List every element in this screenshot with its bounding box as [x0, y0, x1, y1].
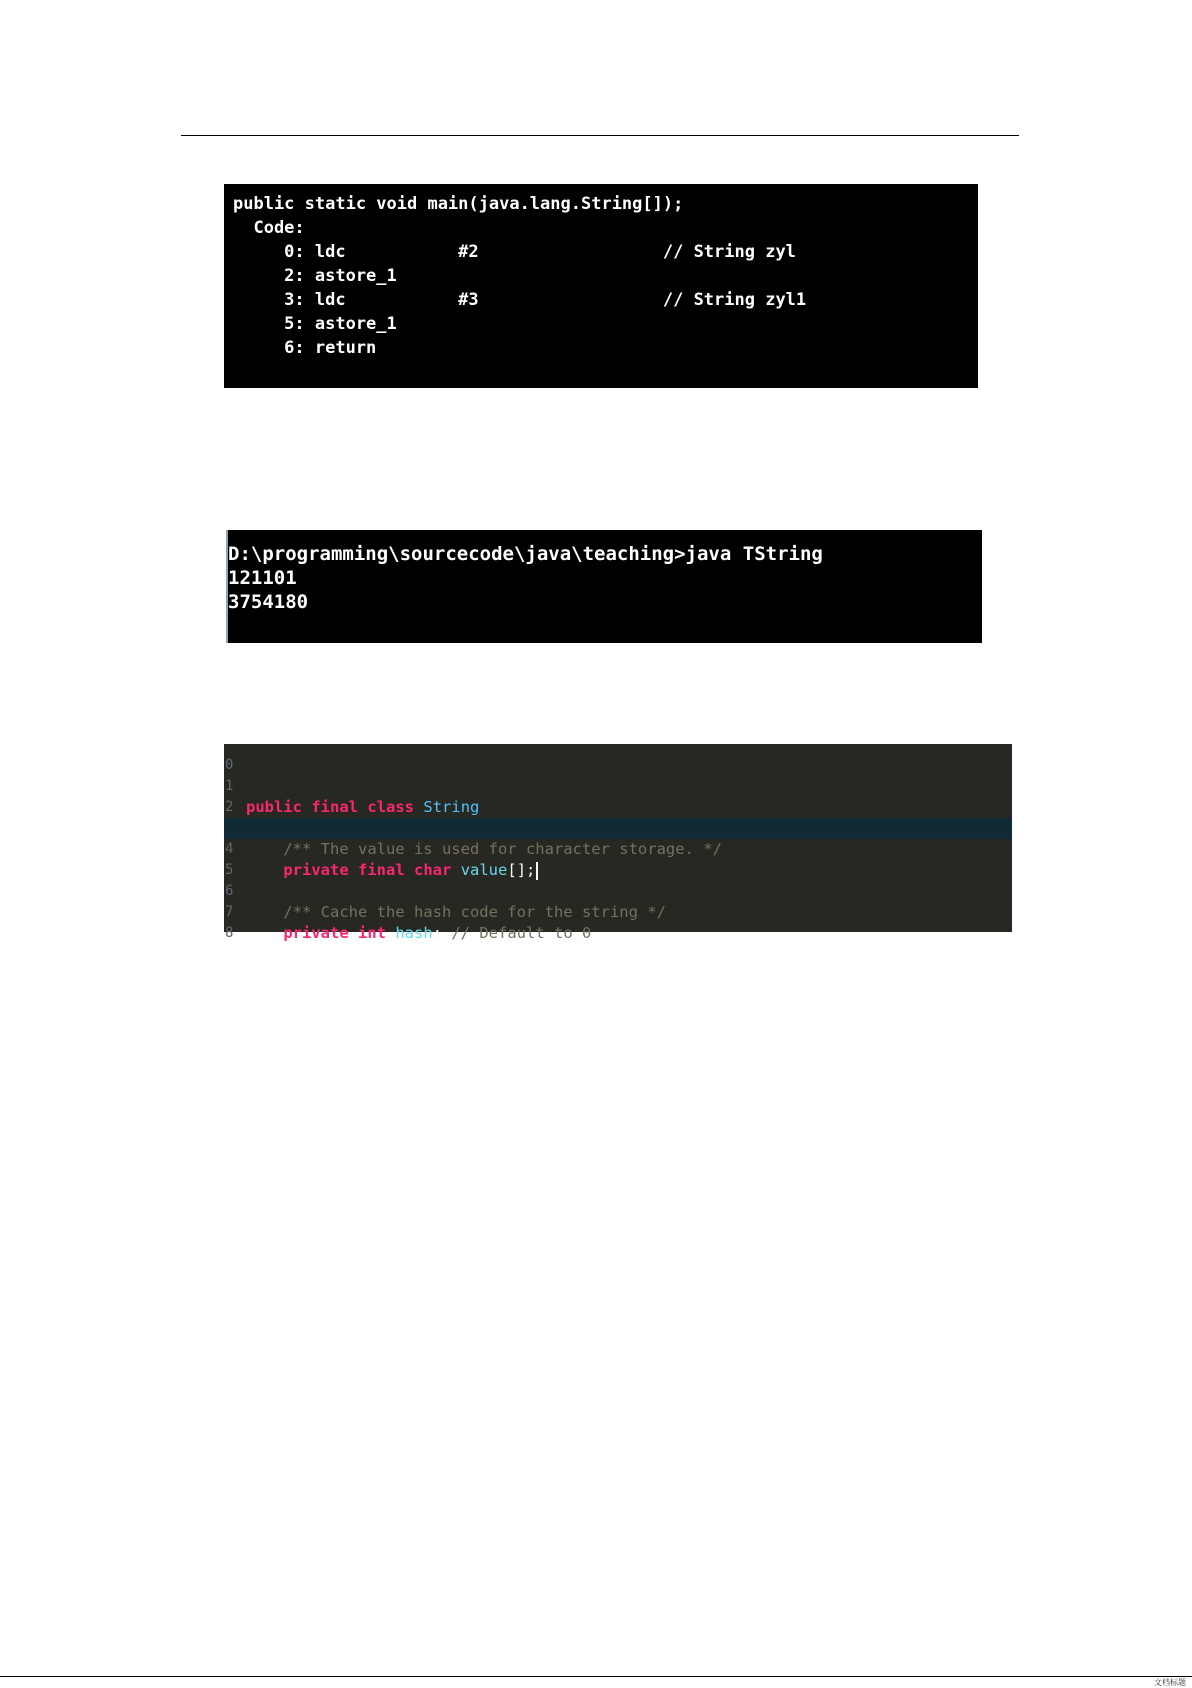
code-text: /** The value is used for character storage. */ [283, 840, 722, 858]
footer-rule [0, 1676, 1192, 1677]
line-number: 6 [225, 883, 234, 899]
javap-bytecode-console [224, 184, 978, 388]
javap-line: 0: ldc #2 // String zyl [233, 242, 796, 262]
code-text: /** Cache the hash code for the string */ [283, 903, 666, 921]
javap-line: 3: ldc #3 // String zyl1 [233, 290, 807, 310]
footer-text: 文档标题 [1154, 1678, 1186, 1687]
code-text: public final class String [246, 798, 480, 816]
line-number: 0 [225, 757, 234, 773]
output-line: 121101 [228, 567, 297, 589]
code-text: private final char value[]; [246, 860, 538, 881]
line-number: 5 [225, 862, 234, 878]
javap-line: 2: astore_1 [233, 266, 397, 286]
javap-line: 5: astore_1 [233, 314, 397, 334]
editor-line [224, 734, 1012, 773]
editor-line [224, 797, 1012, 858]
output-line: 3754180 [228, 591, 309, 613]
line-number: 8 [225, 925, 234, 941]
program-output-console [226, 530, 982, 643]
line-number: 7 [225, 904, 234, 920]
line-number: 4 [225, 841, 234, 857]
header-rule [181, 135, 1019, 136]
output-line: D:\programming\sourcecode\java\teaching>java TString [228, 543, 823, 565]
editor-line [224, 860, 1012, 921]
javap-line: Code: [233, 218, 305, 238]
line-number: 1 [225, 778, 234, 794]
line-number: 2 [225, 799, 234, 815]
editor-line [224, 755, 1012, 816]
javap-line: public static void main(java.lang.String[]); [233, 194, 684, 214]
javap-line: 6: return [233, 338, 377, 358]
code-editor [224, 744, 1012, 942]
code-text: private int hash; // Default to 0 [283, 924, 592, 942]
